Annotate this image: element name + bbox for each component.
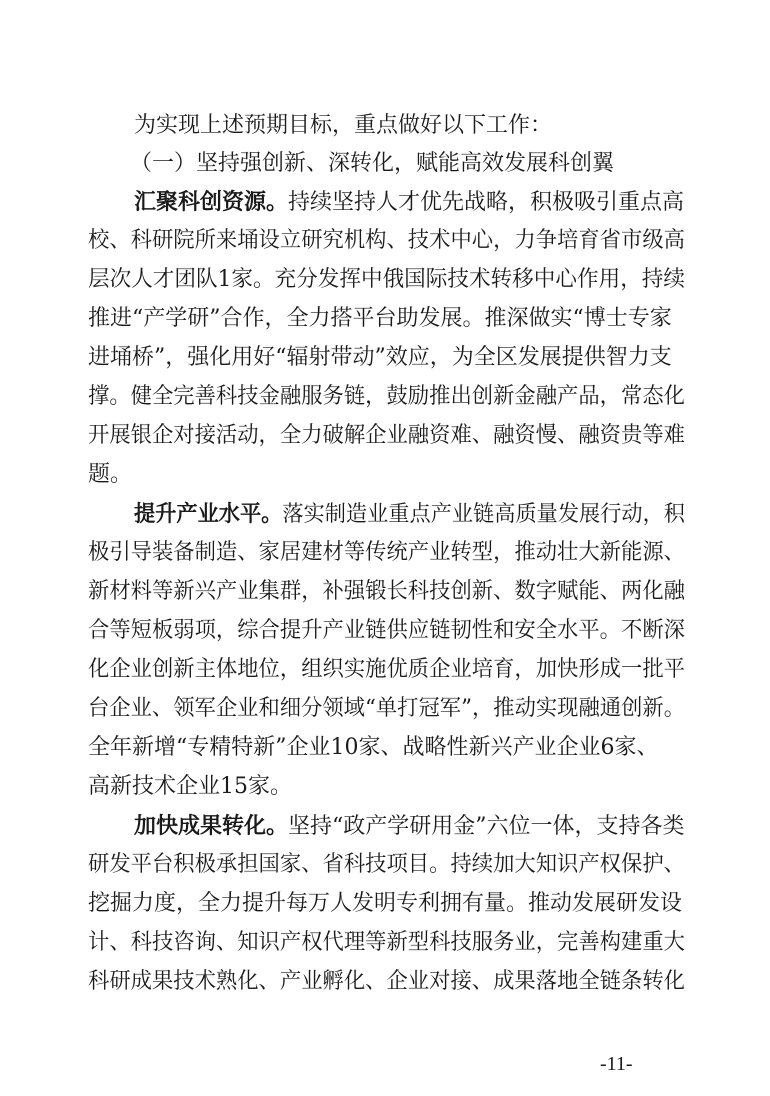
para1-line-text: 进埇桥”，强化用好“辐射带动”效应，为全区发展提供智力支	[88, 345, 672, 370]
para3-line-text: 挖掘力度，全力提升每万人发明专利拥有量。推动发展研发设	[88, 891, 683, 916]
section-heading-text: （一）坚持强创新、深转化，赋能高效发展科创翼	[130, 151, 615, 176]
para2-line-text: 高新技术企业15家。	[88, 774, 292, 799]
para3-line	[3, 964, 749, 1000]
para3-first-rest: 坚持“政产学研用金”六位一体，支持各类	[288, 814, 685, 839]
para3-lead: 加快成果转化。	[134, 813, 289, 839]
para1-line	[0, 301, 770, 337]
para2-line	[3, 691, 749, 727]
para2-line	[3, 574, 749, 610]
para2-line	[3, 535, 749, 571]
para1-line-text: 推进“产学研”合作，全力搭平台助发展。推深做实“博士专家	[88, 306, 672, 331]
para1-first-line	[0, 184, 770, 220]
para2-line-text: 新材料等新兴产业集群，补强锻长科技创新、数字赋能、两化融	[88, 579, 685, 604]
para2-line	[0, 730, 770, 766]
intro-text: 为实现上述预期目标，重点做好以下工作：	[134, 113, 553, 138]
para3-line-text: 研发平台积极承担国家、省科技项目。持续加大知识产权保护、	[88, 852, 685, 877]
para3-line-text: 计、科技咨询、知识产权代理等新型科技服务业，完善构建重大	[88, 930, 685, 955]
para1-line	[3, 223, 749, 259]
para2-line	[3, 652, 749, 688]
para1-lead: 汇聚科创资源。	[134, 189, 289, 215]
section-heading	[0, 146, 770, 182]
para2-line	[3, 613, 749, 649]
para2-line-text: 化企业创新主体地位，组织实施优质企业培育，加快形成一批平	[88, 657, 685, 682]
intro-line	[0, 108, 770, 144]
para3-line	[0, 886, 770, 922]
para2-line-text: 合等短板弱项，综合提升产业链供应链韧性和安全水平。不断深	[88, 618, 685, 643]
para3-first-line	[0, 808, 770, 844]
para1-line-text: 层次人才团队1家。充分发挥中俄国际技术转移中心作用，持续	[88, 267, 685, 292]
para3-line-text: 科研成果技术熟化、产业孵化、企业对接、成果落地全链条转化	[88, 969, 685, 994]
para3-line	[3, 925, 749, 961]
para1-first-rest: 持续坚持人才优先战略，积极吸引重点高	[288, 190, 685, 215]
para2-line-text: 全年新增“专精特新”企业10家、战略性新兴产业企业6家、	[88, 735, 659, 760]
para1-line	[0, 340, 770, 376]
para3-line	[3, 847, 749, 883]
para1-line	[3, 418, 749, 454]
para1-line-text: 题。	[88, 462, 133, 487]
para1-line	[2, 262, 758, 298]
para1-line-text: 开展银企对接活动，全力破解企业融资难、融资慢、融资贵等难	[88, 423, 685, 448]
para2-line-text: 极引导装备制造、家居建材等传统产业转型，推动壮大新能源、	[88, 540, 685, 565]
para1-line-text: 校、科研院所来埇设立研究机构、技术中心，力争培育省市级高	[88, 228, 685, 253]
para1-line	[3, 379, 749, 415]
para1-line-text: 撑。健全完善科技金融服务链，鼓励推出创新金融产品，常态化	[88, 384, 685, 409]
para1-line	[0, 457, 770, 493]
para2-first-rest: 落实制造业重点产业链高质量发展行动，积	[282, 502, 685, 527]
para2-line-text: 台企业、领军企业和细分领域“单打冠军”，推动实现融通创新。	[88, 696, 686, 721]
para2-line	[0, 769, 770, 805]
para2-first-line	[5, 496, 747, 532]
para2-lead: 提升产业水平。	[134, 501, 283, 527]
page-number: -11-	[600, 1053, 633, 1075]
